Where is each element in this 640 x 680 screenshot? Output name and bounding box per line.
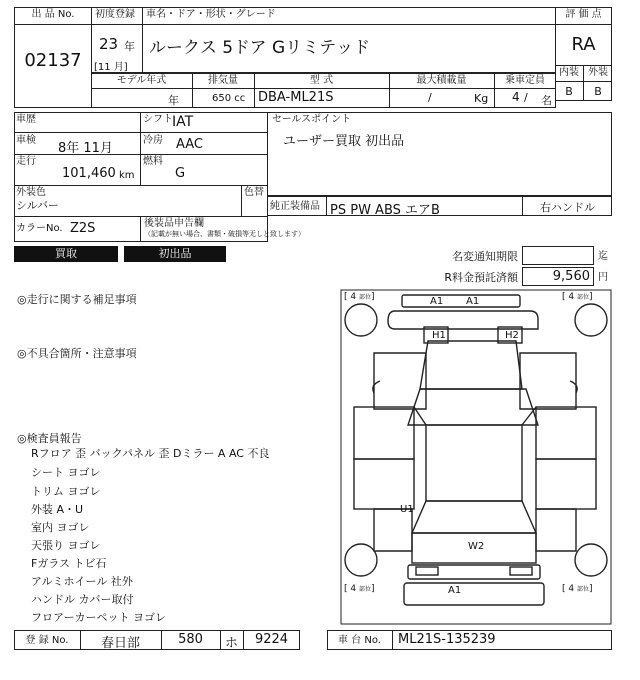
- mark-a1-front-1: A1: [430, 296, 444, 307]
- tire-rear-left: [345, 544, 377, 576]
- equip-label: 純正装備品: [270, 201, 320, 212]
- ac-value: AAC: [176, 137, 203, 152]
- first-reg-month: [11 月]: [94, 62, 128, 73]
- ext-color-value: シルバー: [16, 199, 59, 212]
- reg-area: 春日部: [100, 636, 140, 651]
- tire-fr-label: [ 4 部位]: [562, 292, 593, 302]
- lot-number: 02137: [24, 50, 82, 71]
- defects-title: ◎不具合箇所・注意事項: [17, 347, 137, 360]
- aftermarket-note: （記載が無い場合、書類・破損等无しと致します）: [144, 230, 305, 238]
- type-label: 型 式: [309, 75, 334, 86]
- inspection-label: 車検: [16, 135, 36, 146]
- tag-first-listing: 初出品: [124, 246, 226, 262]
- chassis-label: 車 台 No.: [338, 635, 381, 646]
- aftermarket-label: 後装品申告欄: [144, 218, 204, 229]
- capacity-unit: 名: [541, 94, 552, 107]
- report-line: 室内 ヨゴレ: [31, 521, 90, 534]
- max-load-label: 最大積載量: [416, 75, 467, 86]
- reg-class: 580: [178, 632, 203, 647]
- color-no-label: カラーNo.: [16, 223, 63, 234]
- interior-grade: B: [565, 85, 573, 98]
- report-line: シート ヨゴレ: [31, 466, 101, 479]
- capacity-label: 乗車定員: [505, 75, 545, 86]
- displacement-value: 650 cc: [212, 93, 246, 104]
- recycle-label: R料金預託済額: [444, 271, 518, 284]
- ext-color-label: 外装色: [16, 187, 46, 198]
- sales-text: ユーザー買取 初出品: [283, 134, 405, 149]
- inspection-value: 8年 11月: [58, 141, 113, 156]
- car-name-label: 車名・ドア・形状・グレード: [146, 9, 276, 20]
- report-line: Rフロア 歪 バックパネル 歪 Dミラー A AC 不良: [31, 447, 270, 460]
- mark-h2: H2: [505, 330, 519, 341]
- lot-label: 出 品 No.: [31, 9, 75, 20]
- recycle-unit: 円: [598, 272, 608, 283]
- model-year-label: モデル年式: [116, 75, 167, 86]
- mark-w2: W2: [468, 541, 485, 552]
- history-label: 車歴: [16, 114, 36, 125]
- displacement-label: 排気量: [208, 75, 238, 86]
- tire-rl-label: [ 4 部位]: [344, 584, 375, 594]
- report-line: ハンドル カバー取付: [31, 593, 134, 606]
- reg-kana: ホ: [224, 636, 238, 651]
- report-line: 外装 A・U: [31, 503, 84, 516]
- report-line: Fガラス トビ石: [31, 557, 107, 570]
- report-line: トリム ヨゴレ: [31, 485, 101, 498]
- first-reg-year: 23: [99, 35, 119, 53]
- exterior-grade: B: [594, 85, 602, 98]
- mileage-label: 走行: [16, 156, 36, 167]
- tire-fl-label: [ 4 部位]: [344, 292, 375, 302]
- shift-label: シフト: [143, 114, 173, 125]
- capacity-value: 4: [512, 90, 520, 104]
- reg-label: 登 録 No.: [25, 635, 69, 646]
- tire-front-right: [575, 304, 607, 336]
- tire-front-left: [345, 304, 377, 336]
- handle-value: 右ハンドル: [540, 201, 595, 214]
- first-reg-year-unit: 年: [124, 40, 135, 53]
- ac-label: 冷房: [143, 135, 163, 146]
- report-line: アルミホイール 社外: [31, 575, 133, 588]
- report-line: 天張り ヨゴレ: [31, 539, 101, 552]
- mark-a1-front-2: A1: [466, 296, 480, 307]
- score-label: 評 価 点: [565, 9, 602, 20]
- sales-label: セールスポイント: [272, 114, 352, 125]
- exterior-label: 外装: [588, 67, 608, 78]
- mileage-value: 101,460: [62, 166, 116, 181]
- fuel-value: G: [175, 166, 186, 181]
- model-type-value: DBA-ML21S: [258, 90, 334, 105]
- max-load-value: /: [428, 91, 432, 104]
- tire-rear-right: [575, 544, 607, 576]
- name-change-label: 名変通知期限: [452, 250, 518, 263]
- recycle-value: 9,560: [552, 269, 590, 284]
- capacity-separator: /: [524, 91, 528, 104]
- name-change-suffix: 迄: [598, 251, 608, 262]
- color-change-label: 色替: [244, 187, 264, 198]
- car-diagram: [340, 289, 612, 625]
- reg-number: 9224: [254, 632, 289, 647]
- car-name: ルークス 5ドア Gリミテッド: [149, 38, 371, 58]
- tire-rr-label: [ 4 部位]: [562, 584, 593, 594]
- max-load-unit: Kg: [474, 92, 489, 105]
- fuel-label: 燃料: [143, 156, 163, 167]
- interior-label: 内装: [559, 67, 579, 78]
- color-no-value: Z2S: [70, 221, 96, 236]
- notes-title: ◎走行に関する補足事項: [17, 293, 137, 306]
- first-reg-label: 初度登録: [95, 9, 135, 20]
- mark-u1: U1: [400, 504, 414, 515]
- tag-buyout: 買取: [14, 246, 118, 262]
- mark-a1-rear: A1: [448, 585, 462, 596]
- shift-value: IAT: [172, 114, 194, 130]
- equip-value: PS PW ABS エアB: [330, 203, 440, 218]
- model-year-unit: 年: [168, 94, 179, 107]
- report-line: フロアーカーペット ヨゴレ: [31, 611, 166, 624]
- report-title: ◎検査員報告: [17, 432, 82, 445]
- name-change-box: [522, 246, 594, 265]
- chassis-number: ML21S-135239: [398, 632, 496, 647]
- score-value: RA: [571, 34, 596, 55]
- mark-h1: H1: [432, 330, 446, 341]
- mileage-unit: km: [119, 170, 135, 181]
